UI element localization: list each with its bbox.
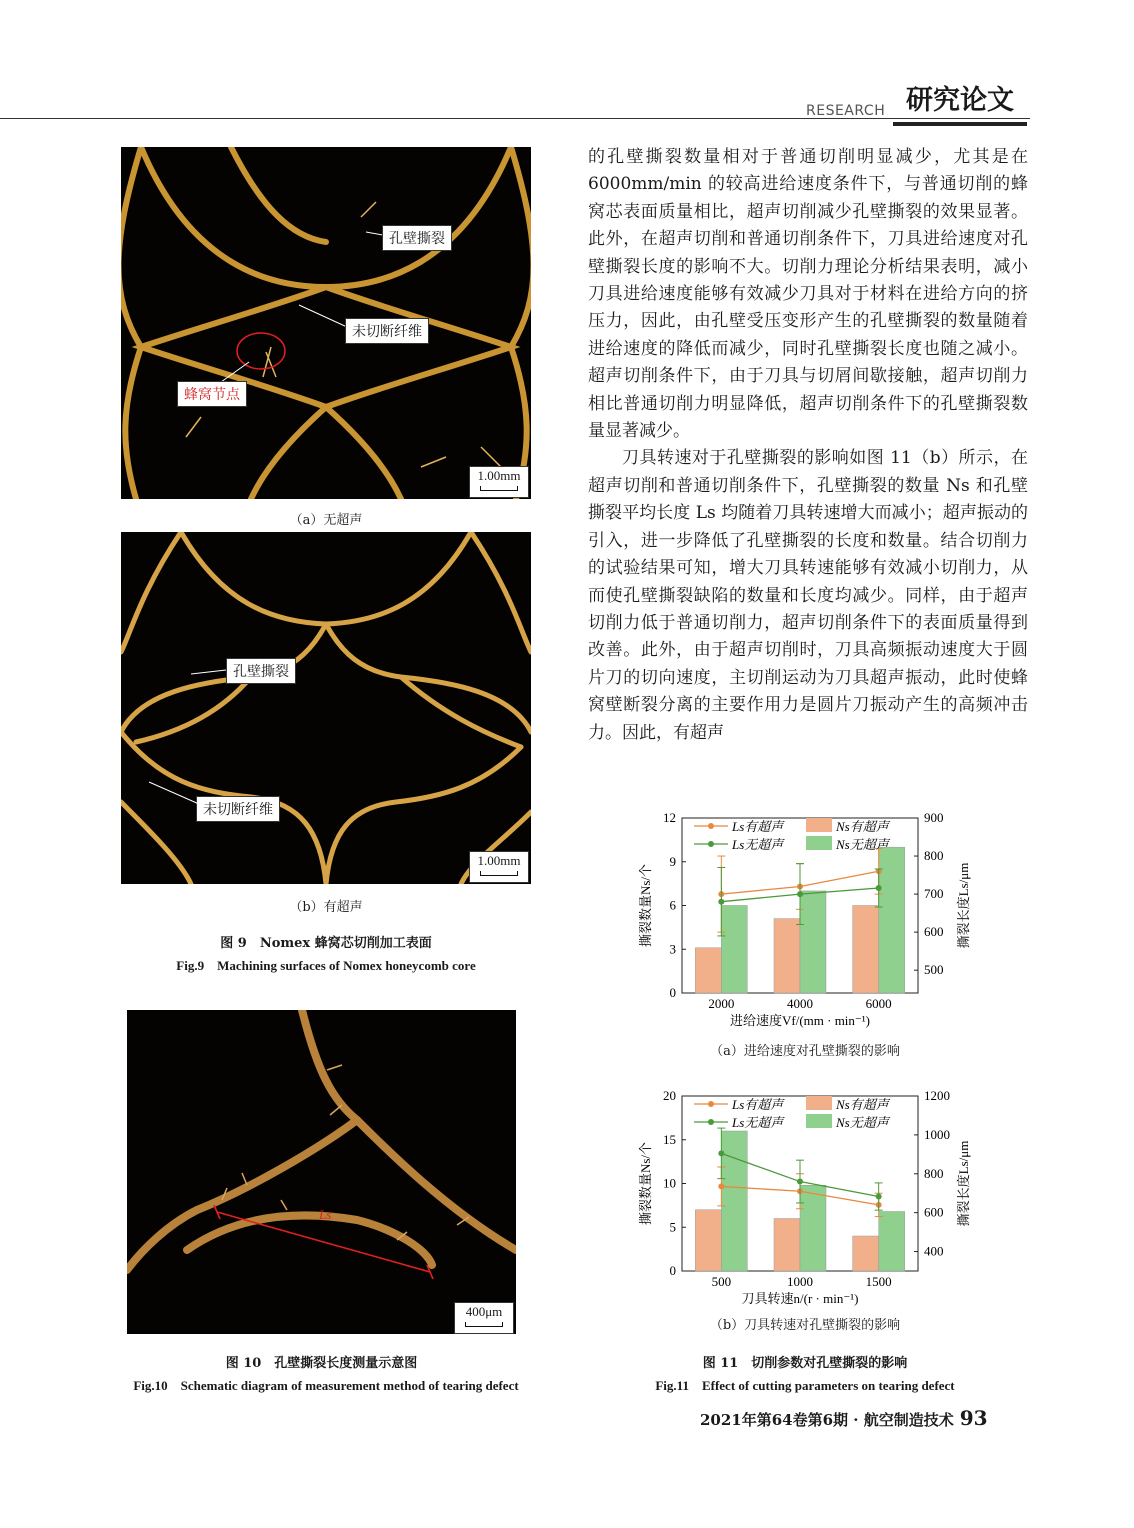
y2-axis-label: 撕裂长度Ls/μm (956, 1140, 971, 1227)
y-tick-label: 20 (663, 1088, 676, 1103)
data-point (718, 899, 724, 905)
page-number: 93 (959, 1406, 988, 1430)
legend-marker (708, 841, 714, 847)
bar (800, 891, 826, 993)
page-footer (700, 1406, 988, 1430)
bar (721, 906, 747, 994)
bar (695, 1210, 721, 1271)
legend-label: Ls无超声 (732, 837, 784, 852)
legend-marker (708, 1119, 714, 1125)
y-tick-label: 15 (663, 1131, 676, 1147)
y2-tick-label: 800 (924, 848, 944, 864)
fig11b-chart (630, 1078, 980, 1318)
legend-swatch (806, 1096, 832, 1110)
x-tick-label: 4000 (787, 996, 813, 1011)
data-point (718, 1150, 724, 1156)
fig10-caption-en: Fig.10 Schematic diagram of measurement method of tearing defect (133, 1378, 519, 1393)
data-point (876, 1194, 882, 1200)
y2-tick-label: 400 (924, 1243, 944, 1259)
legend-label: Ns有超声 (836, 819, 889, 834)
fig9a-label-node: 蜂窝节点 (177, 381, 247, 407)
legend-swatch (806, 836, 832, 850)
y-axis-label: 撕裂数量Ns/个 (638, 863, 653, 948)
y-tick-label: 6 (669, 897, 676, 913)
fig10-measure-line (127, 1010, 516, 1334)
bar (853, 906, 879, 994)
fig9b-label-uncut: 未切断纤维 (196, 796, 280, 822)
fig10-scalebar: 400μm (454, 1302, 514, 1334)
y-tick-label: 3 (669, 941, 676, 957)
section-label-en: RESEARCH (806, 103, 886, 119)
y2-tick-label: 1200 (924, 1088, 950, 1103)
x-tick-label: 6000 (865, 996, 892, 1011)
y-tick-label: 0 (669, 1263, 676, 1278)
fig9a-label-tear: 孔壁撕裂 (382, 225, 452, 251)
body-paragraph-1: 的孔壁撕裂数量相对于普通切削明显减少，尤其是在6000mm/min 的较高进给速度条件下，与普通切削的蜂窝芯表面质量相比，超声切削减少孔壁撕裂的效果显著。此外，在超声切削和普通切削条件下，刀具进给速度对孔壁撕裂长度的影响不大。切削力理论分析结果表明，减小刀具进给速度能够有效减少刀具对于材料在进给方向的挤压力，因此，由孔壁受压变形产生的孔壁撕裂的数量随着进给速度的降低而减少，同时孔壁撕裂长度也随之减小。超声切削条件下，由于刀具与切屑间歇接触，超声切削力相比普通切削力明显降低，超声切削条件下的孔壁撕裂数量显著减少。 (588, 147, 1028, 442)
legend-label: Ls有超声 (732, 819, 784, 834)
y-axis-label: 撕裂数量Ns/个 (638, 1141, 653, 1226)
journal-issue: 2021年第64卷第6期 · 航空制造技术 (700, 1411, 954, 1429)
body-text (588, 144, 1028, 747)
y2-tick-label: 900 (924, 810, 944, 825)
y2-tick-label: 600 (924, 1204, 944, 1220)
body-paragraph-2: 刀具转速对于孔壁撕裂的影响如图 11（b）所示，在超声切削和普通切削条件下，孔壁撕裂的数量 Ns 和孔壁撕裂平均长度 Ls 均随着刀具转速增大而减小；超声振动的引入，进一步降低了孔壁撕裂的长度和数量。结合切削力的试验结果可知，增大刀具转速能够有效减小切削力，从而使孔壁撕裂缺陷的数量和长度均减少。同样，由于超声切削力低于普通切削力，超声切削条件下的表面质量得到改善。此外，由于超声切削时，刀具高频振动速度大于圆片刀的切向速度，主切削运动为刀具超声振动，此时使蜂窝壁断裂分离的主要作用力是圆片刀振动产生的高频冲击力。因此，有超声 (588, 448, 1028, 743)
fig9-caption-cn: 图 9 Nomex 蜂窝芯切削加工表面 (220, 936, 432, 951)
y2-tick-label: 600 (924, 924, 944, 940)
fig9a-photo (121, 147, 531, 499)
section-label-cn: 研究论文 (893, 82, 1027, 126)
x-axis-label: 刀具转速n/(r · min⁻¹) (741, 1291, 859, 1306)
fig11a-chart (630, 800, 980, 1040)
fig10-ls-label: Ls (319, 1207, 332, 1222)
fig9b-label-tear: 孔壁撕裂 (226, 658, 296, 684)
y2-tick-label: 500 (924, 962, 944, 978)
fig11b-caption: （b）刀具转速对孔壁撕裂的影响 (709, 1318, 901, 1333)
legend-marker (708, 1101, 714, 1107)
y2-tick-label: 800 (924, 1165, 944, 1181)
y-tick-label: 12 (663, 810, 676, 825)
legend-swatch (806, 1114, 832, 1128)
y-tick-label: 0 (669, 985, 676, 1000)
y2-tick-label: 1000 (924, 1126, 950, 1142)
legend-label: Ns无超声 (836, 1115, 889, 1130)
bar (774, 1219, 800, 1272)
fig10-caption-cn: 图 10 孔壁撕裂长度测量示意图 (225, 1356, 418, 1371)
data-point (876, 885, 882, 891)
fig9-caption-en: Fig.9 Machining surfaces of Nomex honeycomb core (176, 958, 476, 973)
data-point (797, 891, 803, 897)
y-tick-label: 10 (663, 1175, 676, 1191)
legend-swatch (806, 818, 832, 832)
bar (879, 1212, 905, 1272)
fig11-caption-en: Fig.11 Effect of cutting parameters on tearing defect (655, 1378, 955, 1393)
x-tick-label: 2000 (708, 996, 735, 1011)
y-tick-label: 9 (669, 853, 676, 869)
fig11-caption-cn: 图 11 切削参数对孔壁撕裂的影响 (702, 1356, 908, 1371)
fig9a-caption: （a）无超声 (289, 513, 363, 528)
x-tick-label: 1500 (865, 1274, 892, 1289)
legend-label: Ns无超声 (836, 837, 889, 852)
bar (774, 919, 800, 993)
data-point (797, 1179, 803, 1185)
data-point (718, 1183, 724, 1189)
bar (721, 1131, 747, 1271)
fig11a-caption: （a）进给速度对孔壁撕裂的影响 (710, 1044, 900, 1059)
fig9b-caption: （b）有超声 (289, 900, 363, 915)
fig9b-scalebar: 1.00mm (469, 851, 529, 883)
bar (800, 1185, 826, 1271)
fig9b-photo (121, 532, 531, 884)
x-tick-label: 1000 (787, 1274, 813, 1289)
x-tick-label: 500 (711, 1274, 732, 1289)
y2-axis-label: 撕裂长度Ls/μm (956, 862, 971, 949)
bar (695, 948, 721, 993)
fig9a-scalebar: 1.00mm (469, 466, 529, 498)
bar (853, 1236, 879, 1271)
legend-label: Ls有超声 (732, 1097, 784, 1112)
y2-tick-label: 700 (924, 886, 944, 902)
legend-marker (708, 823, 714, 829)
legend-label: Ls无超声 (732, 1115, 784, 1130)
x-axis-label: 进给速度Vf/(mm · min⁻¹) (729, 1013, 871, 1028)
fig9a-label-uncut: 未切断纤维 (345, 318, 429, 344)
y-tick-label: 5 (669, 1219, 676, 1235)
legend-label: Ns有超声 (836, 1097, 889, 1112)
